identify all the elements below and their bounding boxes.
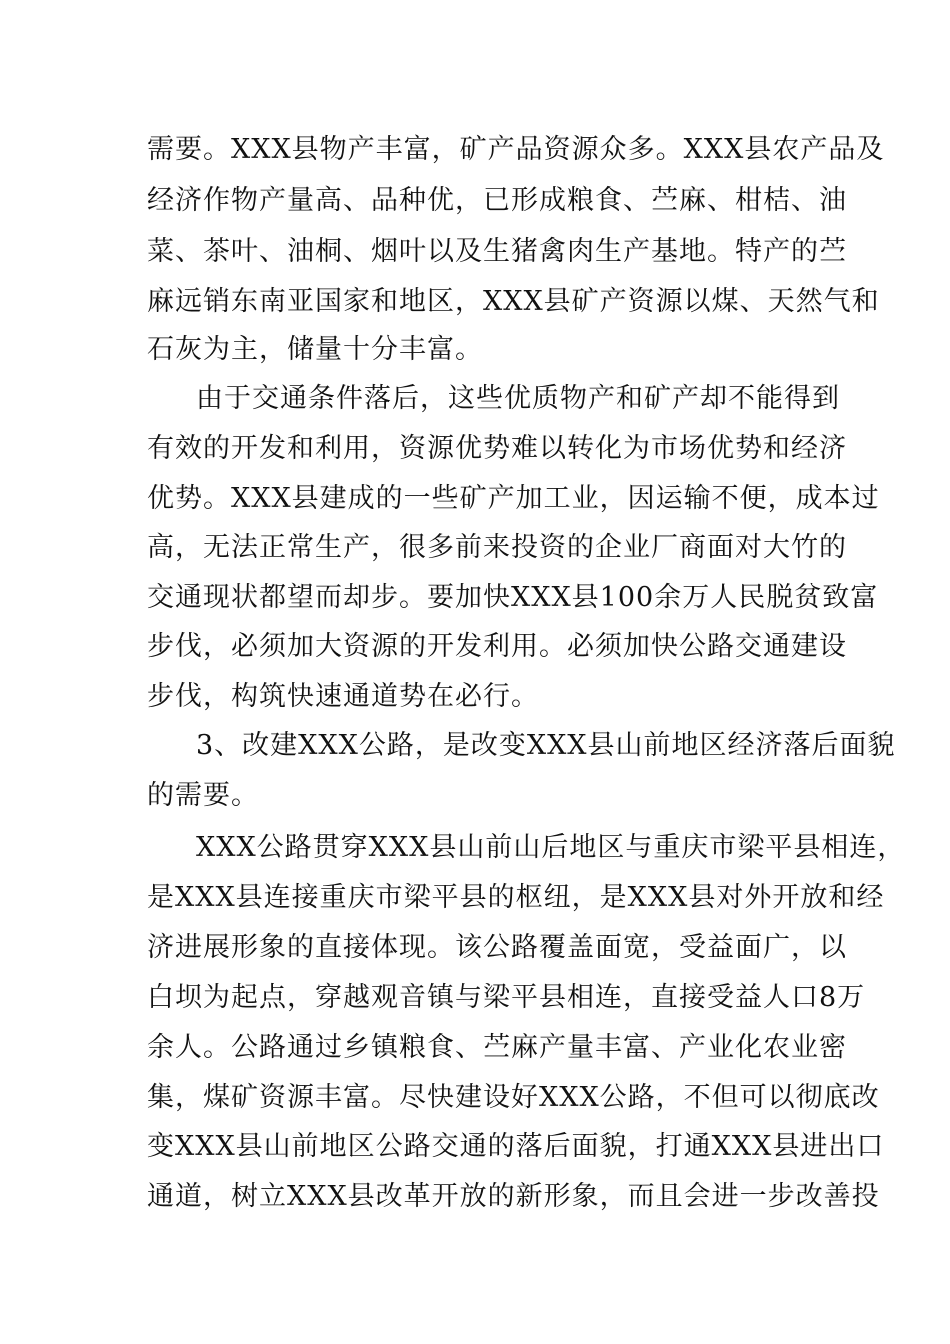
text-line: 白坝为起点，穿越观音镇与梁平县相连，直接受益人口8万 — [147, 982, 866, 1013]
text-line: 步伐，必须加大资源的开发利用。必须加快公路交通建设 — [147, 631, 847, 662]
text-line: 步伐，构筑快速通道势在必行。 — [147, 681, 539, 712]
paragraph-first-line: 由于交通条件落后，这些优质物产和矿产却不能得到 — [196, 383, 840, 414]
text-line: 菜、茶叶、油桐、烟叶以及生猪禽肉生产基地。特产的苎 — [147, 236, 847, 267]
text-line: 集，煤矿资源丰富。尽快建设好XXX公路，不但可以彻底改 — [147, 1082, 880, 1113]
section-heading-continued: 的需要。 — [147, 780, 259, 811]
paragraph-first-line: XXX公路贯穿XXX县山前山后地区与重庆市梁平县相连， — [196, 832, 906, 863]
text-line: 石灰为主，储量十分丰富。 — [147, 334, 483, 365]
text-line: 济进展形象的直接体现。该公路覆盖面宽，受益面广，以 — [147, 932, 847, 963]
text-line: 变XXX县山前地区公路交通的落后面貌，打通XXX县进出口 — [147, 1131, 885, 1162]
text-line: 是XXX县连接重庆市梁平县的枢纽，是XXX县对外开放和经 — [147, 882, 885, 913]
text-line: 有效的开发和利用，资源优势难以转化为市场优势和经济 — [147, 433, 847, 464]
text-line: 高，无法正常生产，很多前来投资的企业厂商面对大竹的 — [147, 532, 847, 563]
text-line: 优势。XXX县建成的一些矿产加工业，因运输不便，成本过 — [147, 483, 880, 514]
section-heading: 3、改建XXX公路，是改变XXX县山前地区经济落后面貌 — [196, 730, 896, 761]
text-line: 需要。XXX县物产丰富，矿产品资源众多。XXX县农产品及 — [147, 134, 885, 165]
text-line: 麻远销东南亚国家和地区，XXX县矿产资源以煤、天然气和 — [147, 286, 880, 317]
text-line: 余人。公路通过乡镇粮食、苎麻产量丰富、产业化农业密 — [147, 1032, 847, 1063]
text-line: 经济作物产量高、品种优，已形成粮食、苎麻、柑桔、油 — [147, 185, 847, 216]
text-line: 交通现状都望而却步。要加快XXX县100余万人民脱贫致富 — [147, 582, 879, 613]
text-line: 通道，树立XXX县改革开放的新形象，而且会进一步改善投 — [147, 1181, 880, 1212]
